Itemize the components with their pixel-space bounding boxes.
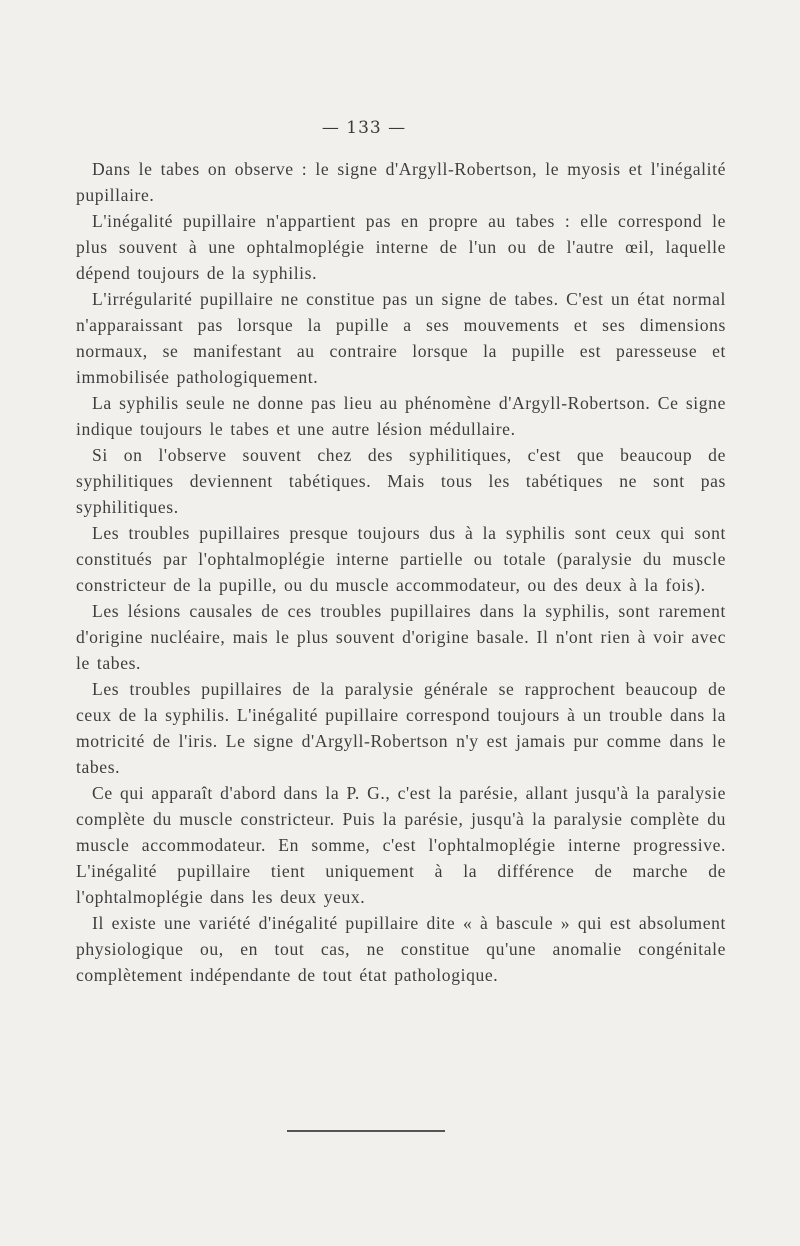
paragraph: L'irrégularité pupillaire ne constitue pas un signe de tabes. C'est un état normal n'apparaissant pas lorsque la pupille a ses mouvements et ses dimensions normaux, se manifestant au contraire lorsque la pupille est paresseuse et immobilisée pathologiquement. (76, 289, 726, 387)
body-text (76, 156, 726, 988)
page-number: — 133 — (321, 118, 407, 138)
paragraph: L'inégalité pupillaire n'appartient pas en propre au tabes : elle correspond le plus souvent à une ophtalmoplégie interne de l'un ou de l'autre œil, laquelle dépend toujours de la syphilis. (76, 211, 726, 283)
paragraph: La syphilis seule ne donne pas lieu au phénomène d'Argyll-Robertson. Ce signe indique toujours le tabes et une autre lésion médullaire. (76, 393, 726, 439)
paragraph: Si on l'observe souvent chez des syphilitiques, c'est que beaucoup de syphilitiques deviennent tabétiques. Mais tous les tabétiques ne sont pas syphilitiques. (76, 445, 726, 517)
paragraph: Les troubles pupillaires de la paralysie générale se rapprochent beaucoup de ceux de la syphilis. L'inégalité pupillaire correspond toujours à un trouble dans la motricité de l'iris. Le signe d'Argyll-Robertson n'y est jamais pur comme dans le tabes. (76, 679, 726, 777)
paragraph: Les lésions causales de ces troubles pupillaires dans la syphilis, sont rarement d'origine nucléaire, mais le plus souvent d'origine basale. Il n'ont rien à voir avec le tabes. (76, 601, 726, 673)
paragraph: Dans le tabes on observe : le signe d'Argyll-Robertson, le myosis et l'inégalité pupillaire. (76, 159, 726, 205)
paragraph: Il existe une variété d'inégalité pupillaire dite « à bascule » qui est absolument physiologique ou, en tout cas, ne constitue qu'une anomalie congénitale complètement indépendante de tout état pathologique. (76, 913, 726, 985)
paragraph: Les troubles pupillaires presque toujours dus à la syphilis sont ceux qui sont constitués par l'ophtalmoplégie interne partielle ou totale (paralysie du muscle constricteur de la pupille, ou du muscle accommodateur, ou des deux à la fois). (76, 523, 726, 595)
section-divider (287, 1130, 445, 1132)
paragraph: Ce qui apparaît d'abord dans la P. G., c'est la parésie, allant jusqu'à la paralysie complète du muscle constricteur. Puis la parésie, jusqu'à la paralysie complète du muscle accommodateur. En somme, c'est l'ophtalmoplégie interne progressive. L'inégalité pupillaire tient uniquement à la différence de marche de l'ophtalmoplégie dans les deux yeux. (76, 783, 726, 907)
